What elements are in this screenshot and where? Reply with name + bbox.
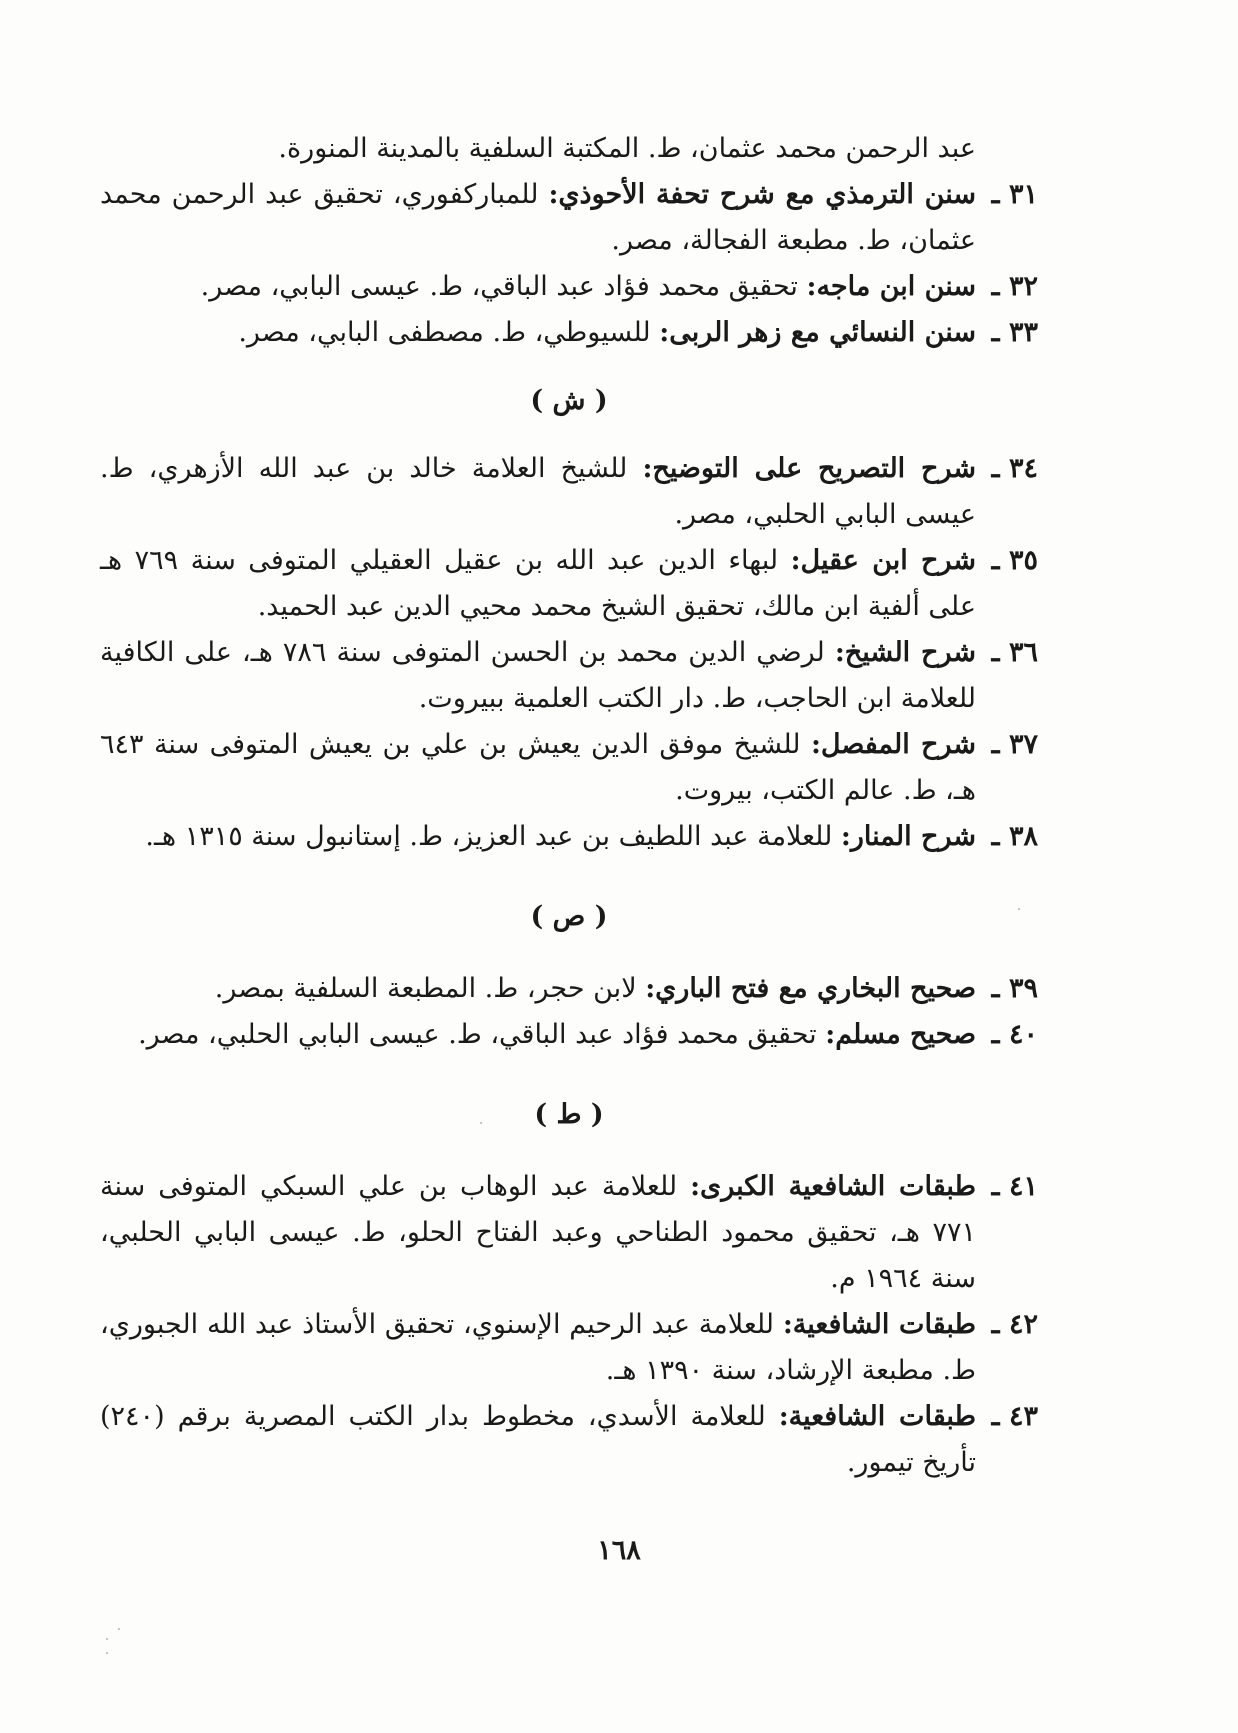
scan-speck <box>106 1652 108 1654</box>
entry-title: صحيح مسلم: <box>825 1019 976 1050</box>
section-header-ta: ( ط ) <box>534 1099 604 1130</box>
entry-number: ٣٨ ـ <box>991 821 1038 852</box>
entry-group-sin <box>100 172 1038 356</box>
entry-text: للعلامة عبد الرحيم الإسنوي، تحقيق الأستاذ عبد الله الجبوري، ط. مطبعة الإرشاد، سنة ١٣٩٠ هـ. <box>100 1309 976 1386</box>
bibliography-entry <box>100 1394 1038 1486</box>
entry-number: ٣١ ـ <box>991 179 1038 210</box>
entry-title: شرح التصريح على التوضيح: <box>642 453 976 484</box>
bibliography-entry <box>100 264 1038 310</box>
entry-number: ٣٢ ـ <box>991 271 1038 302</box>
bibliography-entry <box>100 1164 1038 1302</box>
scan-speck <box>1018 908 1020 910</box>
entry-title: شرح المنار: <box>840 821 976 852</box>
entry-text: للعلامة عبد اللطيف بن عبد العزيز، ط. إستانبول سنة ١٣١٥ هـ. <box>145 821 833 852</box>
continuation-line: عبد الرحمن محمد عثمان، ط. المكتبة السلفية بالمدينة المنورة. <box>278 133 976 164</box>
entry-group-sad <box>100 966 1038 1058</box>
bibliography-entry <box>100 538 1038 630</box>
entry-number: ٤٠ ـ <box>991 1019 1038 1050</box>
entry-text: للمباركفوري، تحقيق عبد الرحمن محمد عثمان، ط. مطبعة الفجالة، مصر. <box>100 179 976 256</box>
entry-text: لرضي الدين محمد بن الحسن المتوفى سنة ٧٨٦ هـ، على الكافية للعلامة ابن الحاجب، ط. دار الكتب العلمية ببيروت. <box>100 637 976 714</box>
page-number: ١٦٨ <box>597 1535 641 1566</box>
entry-text: للسيوطي، ط. مصطفى البابي، مصر. <box>238 317 651 348</box>
bibliography-entry <box>100 1302 1038 1394</box>
entry-number: ٤٢ ـ <box>991 1309 1038 1340</box>
entry-title: طبقات الشافعية الكبرى: <box>690 1171 976 1202</box>
entry-title: طبقات الشافعية: <box>778 1401 976 1432</box>
entry-number: ٣٧ ـ <box>991 729 1038 760</box>
entry-number: ٣٩ ـ <box>991 973 1038 1004</box>
entry-number: ٣٦ ـ <box>991 637 1038 668</box>
entry-number: ٣٤ ـ <box>991 453 1038 484</box>
bibliography-entry <box>100 966 1038 1012</box>
bibliography-body <box>100 126 1038 1486</box>
entry-number: ٣٣ ـ <box>991 317 1038 348</box>
entry-group-ta <box>100 1164 1038 1486</box>
entry-title: سنن الترمذي مع شرح تحفة الأحوذي: <box>548 179 976 210</box>
entry-text: للعلامة عبد الوهاب بن علي السبكي المتوفى سنة ٧٧١ هـ، تحقيق محمود الطناحي وعبد الفتاح الحلو، ط. عيسى البابي الحلبي، سنة ١٩٦٤ م. <box>100 1171 976 1294</box>
bibliography-entry <box>100 172 1038 264</box>
section-header-sad: ( ص ) <box>530 901 608 932</box>
entry-number: ٤٣ ـ <box>991 1401 1038 1432</box>
entry-group-shin <box>100 446 1038 860</box>
bibliography-entry <box>100 310 1038 356</box>
entry-text: تحقيق محمد فؤاد عبد الباقي، ط. عيسى البابي الحلبي، مصر. <box>138 1019 817 1050</box>
entry-text: لابن حجر، ط. المطبعة السلفية بمصر. <box>214 973 637 1004</box>
entry-title: طبقات الشافعية: <box>782 1309 976 1340</box>
entry-text: للعلامة الأسدي، مخطوط بدار الكتب المصرية برقم (٢٤٠) تأريخ تيمور. <box>100 1401 976 1478</box>
entry-title: صحيح البخاري مع فتح الباري: <box>645 973 976 1004</box>
scan-speck <box>480 1122 482 1124</box>
entry-title: شرح المفصل: <box>810 729 976 760</box>
bibliography-entry <box>100 630 1038 722</box>
entry-text: تحقيق محمد فؤاد عبد الباقي، ط. عيسى البابي، مصر. <box>200 271 798 302</box>
bibliography-entry <box>100 722 1038 814</box>
entry-text: للشيخ العلامة خالد بن عبد الله الأزهري، ط. عيسى البابي الحلبي، مصر. <box>100 453 976 530</box>
entry-text: للشيخ موفق الدين يعيش بن علي بن يعيش المتوفى سنة ٦٤٣ هـ، ط. عالم الكتب، بيروت. <box>100 729 976 806</box>
entry-title: شرح الشيخ: <box>834 637 976 668</box>
entry-title: سنن النسائي مع زهر الربى: <box>659 317 976 348</box>
entry-number: ٣٥ ـ <box>991 545 1038 576</box>
scan-speck <box>118 1628 120 1630</box>
entry-title: سنن ابن ماجه: <box>806 271 976 302</box>
bibliography-entry <box>100 446 1038 538</box>
entry-title: شرح ابن عقيل: <box>790 545 976 576</box>
bibliography-entry <box>100 814 1038 860</box>
section-header-shin: ( ش ) <box>530 385 608 416</box>
entry-number: ٤١ ـ <box>991 1171 1038 1202</box>
scan-speck <box>106 1638 108 1640</box>
bibliography-entry <box>100 1012 1038 1058</box>
entry-text: لبهاء الدين عبد الله بن عقيل العقيلي المتوفى سنة ٧٦٩ هـ على ألفية ابن مالك، تحقيق الشيخ محمد محيي الدين عبد الحميد. <box>100 545 976 622</box>
